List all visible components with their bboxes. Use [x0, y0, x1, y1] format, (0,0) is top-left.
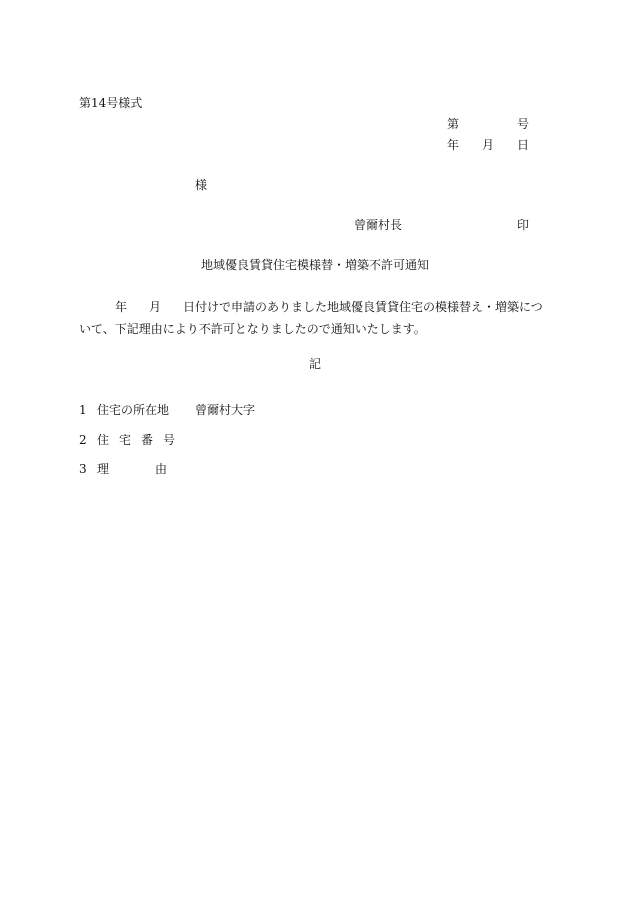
document-title: 地域優良賃貸住宅模様替・増築不許可通知: [200, 258, 429, 272]
doc-number-prefix: 第: [447, 117, 460, 131]
item-number: 2: [79, 433, 87, 447]
sender-name: 曾爾村長: [354, 218, 403, 232]
addressee-suffix: 様: [195, 178, 208, 192]
item-number: 1: [79, 403, 87, 417]
item-label: 住宅の所在地: [97, 403, 170, 417]
item-label: 理由: [97, 462, 214, 476]
doc-number-suffix: 号: [517, 117, 530, 131]
item-value: 曾爾村大字: [195, 403, 256, 417]
body-text: 日付けで申請のありました地域優良賃貸住宅の模様替え・増築について、下記理由により不許可となりましたので通知いたします。: [79, 300, 543, 336]
date-year-label: 年: [447, 138, 460, 152]
item-location: [79, 404, 255, 416]
body-month-label: 月: [149, 300, 162, 314]
form-number: 第14号様式: [79, 96, 143, 110]
item-house-number: [79, 434, 185, 446]
item-number: 3: [79, 462, 87, 476]
date-day-label: 日: [517, 138, 530, 152]
body-year-label: 年: [115, 300, 128, 314]
item-label: 住宅番号: [97, 433, 186, 447]
item-reason: [79, 463, 213, 475]
date-month-label: 月: [482, 138, 495, 152]
body-paragraph: [79, 296, 551, 340]
ki-heading: 記: [308, 357, 321, 371]
seal-mark: 印: [517, 218, 530, 232]
